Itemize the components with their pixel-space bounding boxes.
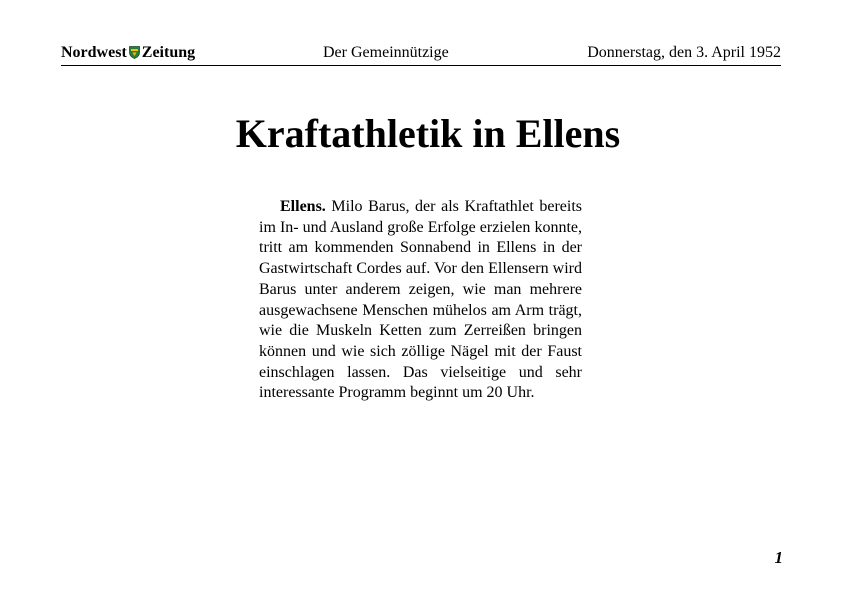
article-dateline: Ellens. bbox=[280, 198, 326, 215]
brand-name-left: Nordwest bbox=[61, 44, 127, 61]
issue-date: Donnerstag, den 3. April 1952 bbox=[587, 44, 781, 61]
section-name: Der Gemeinnützige bbox=[323, 44, 449, 61]
brand-name-right: Zeitung bbox=[141, 44, 196, 61]
page-number: 1 bbox=[774, 548, 783, 567]
article-headline: Kraftathletik in Ellens bbox=[235, 111, 621, 156]
masthead bbox=[61, 43, 781, 66]
article-body bbox=[259, 197, 582, 404]
coat-of-arms-icon bbox=[129, 46, 140, 59]
article-text: Milo Barus, der als Kraftathlet bereits im In- und Ausland große Erfolge erzielen konnte, tritt am kommenden Sonnabend in Ellens in der Gastwirtschaft Cordes auf. Vor den Ellensern wird Barus unter anderem zeigen, wie man mehrere ausgewachsene Menschen mühelos am Arm trägt, wie die Muskeln Ketten zum Zerreißen bringen können und wie sich zöllige Nägel mit der Faust einschlagen lassen. Das vielseitige und sehr interessante Programm beginnt um 20 Uhr. bbox=[259, 198, 583, 402]
newspaper-brand bbox=[61, 43, 195, 63]
